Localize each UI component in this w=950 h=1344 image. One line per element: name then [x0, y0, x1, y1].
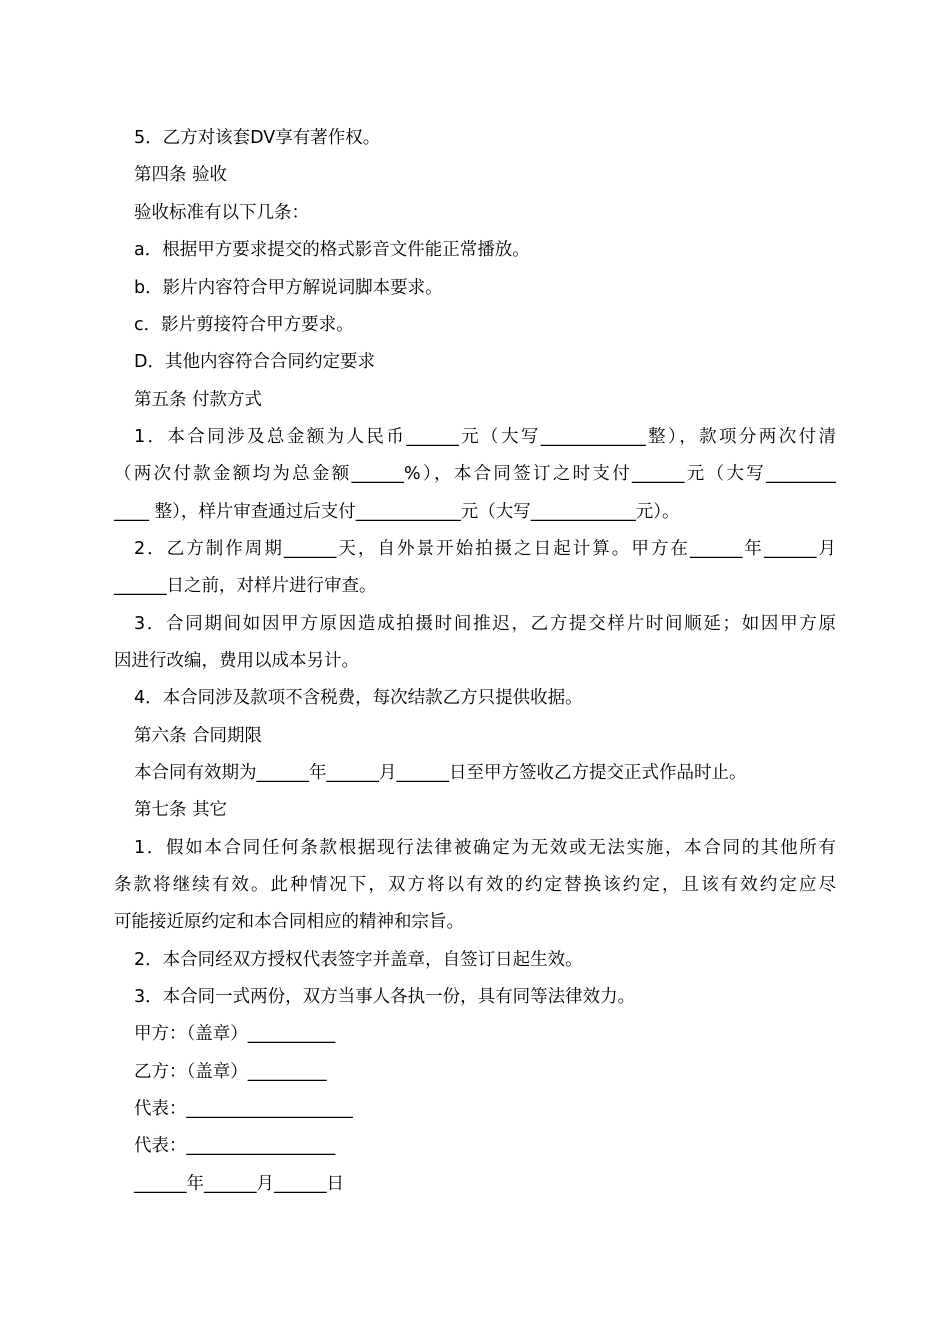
signature-line-party-a: 甲方：（盖章）__________: [134, 1024, 336, 1044]
clause-line: c．影片剪接符合甲方要求。: [134, 315, 354, 335]
article-heading: 第五条 付款方式: [134, 390, 263, 410]
clause-line: ______日之前，对样片进行审查。: [114, 576, 377, 596]
clause-line: 因进行改编，费用以成本另计。: [114, 651, 359, 671]
clause-line: 3．本合同一式两份，双方当事人各执一份，具有同等法律效力。: [134, 987, 636, 1007]
clause-line: 验收标准有以下几条：: [134, 203, 309, 223]
clause-line: 3．合同期间如因甲方原因造成拍摄时间推迟，乙方提交样片时间顺延；如因甲方原: [134, 614, 836, 634]
clause-line: ____ 整），样片审查通过后支付____________元（大写____________元）。: [114, 502, 680, 522]
article-heading: 第六条 合同期限: [134, 726, 263, 746]
clause-line: 1．本合同涉及总金额为人民币______元（大写____________整），款项分两次付清: [134, 427, 836, 447]
representative-line: 代表：_________________: [134, 1136, 336, 1156]
clause-line: 4．本合同涉及款项不含税费，每次结款乙方只提供收据。: [134, 688, 583, 708]
clause-line: D．其他内容符合合同约定要求: [134, 352, 375, 372]
signature-line-party-b: 乙方：（盖章）_________: [134, 1062, 327, 1082]
clause-line: 2．本合同经双方授权代表签字并盖章，自签订日起生效。: [134, 950, 583, 970]
clause-line: a．根据甲方要求提交的格式影音文件能正常播放。: [134, 240, 530, 260]
article-heading: 第四条 验收: [134, 165, 228, 185]
clause-line: 可能接近原约定和本合同相应的精神和宗旨。: [114, 912, 464, 932]
representative-line: 代表：___________________: [134, 1099, 353, 1119]
clause-line: 2．乙方制作周期______天，自外景开始拍摄之日起计算。甲方在______年______月: [134, 539, 836, 559]
clause-line: （两次付款金额均为总金额______%），本合同签订之时支付______元（大写________: [114, 464, 836, 484]
article-heading: 第七条 其它: [134, 800, 228, 820]
clause-line: 5．乙方对该套DV享有著作权。: [134, 128, 381, 148]
date-line: ______年______月______日: [134, 1174, 344, 1194]
clause-line: 1．假如本合同任何条款根据现行法律被确定为无效或无法实施，本合同的其他所有: [134, 838, 836, 858]
clause-line: b．影片内容符合甲方解说词脚本要求。: [134, 278, 443, 298]
clause-line: 本合同有效期为______年______月______日至甲方签收乙方提交正式作品时止。: [134, 763, 747, 783]
clause-line: 条款将继续有效。此种情况下，双方将以有效的约定替换该约定，且该有效约定应尽: [114, 875, 836, 895]
